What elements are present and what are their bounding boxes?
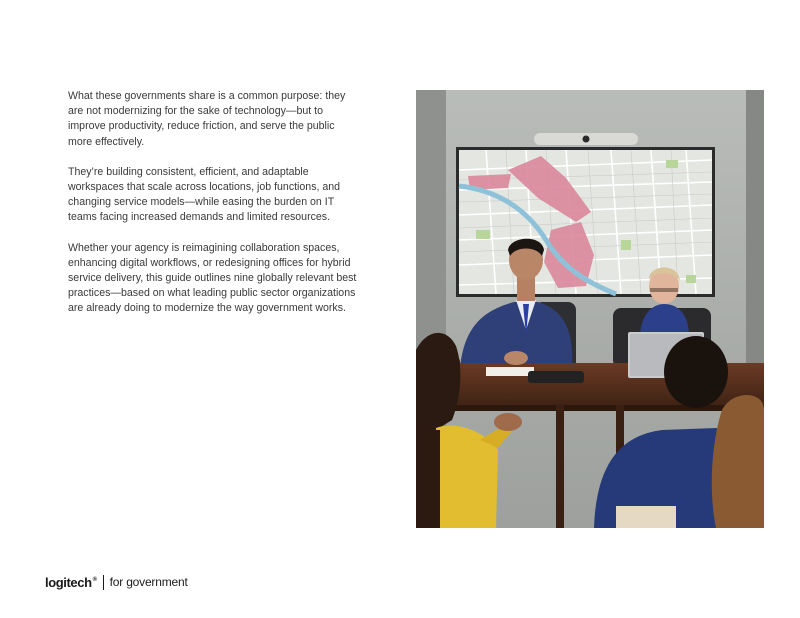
logo-divider (103, 575, 104, 590)
paragraph: Whether your agency is reimagining collaboration spaces, enhancing digital workflows, or redesigning offices for hybrid service delivery, this guide outlines nine globally relevant best practices—based on what leading public sector organizations are already doing to modernize the way government works. (68, 241, 357, 315)
footer-brand (45, 573, 188, 591)
brand-tagline: for government (109, 575, 188, 589)
meeting-room-photo (416, 90, 764, 528)
body-text (68, 89, 358, 332)
meeting-room-illustration (416, 90, 764, 528)
paragraph: What these governments share is a common purpose: they are not modernizing for the sake of technology—but to improve productivity, reduce friction, and serve the public more effectively. (68, 90, 346, 148)
paragraph: They’re building consistent, efficient, and adaptable workspaces that scale across locations, job functions, and changing service models—while easing the burden on IT teams facing increased demands and limited resources. (68, 165, 341, 224)
logitech-logo: logitech® (45, 574, 97, 590)
